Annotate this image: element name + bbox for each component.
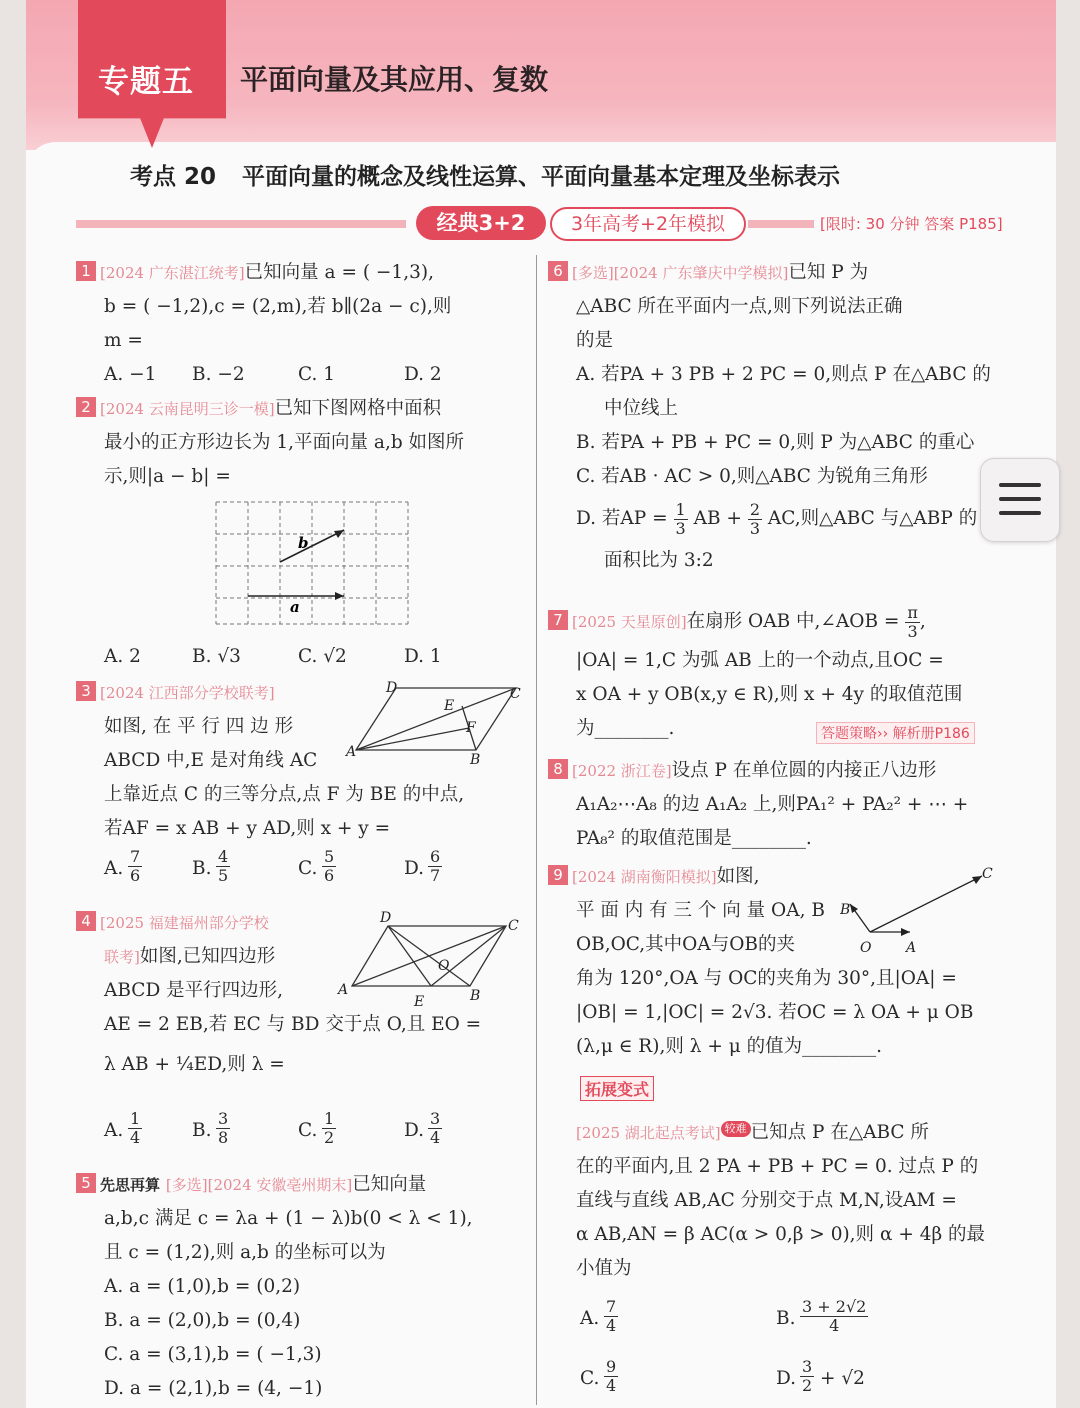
option-c[interactable]: C. 若AB · AC > 0,则△ABC 为锐角三角形 — [576, 466, 928, 487]
question-text: m = — [104, 330, 143, 351]
question-number: 1 — [76, 261, 96, 281]
strip-bar-right — [748, 220, 814, 228]
question-text: 上靠近点 C 的三等分点,点 F 为 BE 的中点, — [104, 784, 465, 805]
question-text: 角为 120°,OA 与 OC的夹角为 30°,且|OA| = — [576, 968, 957, 989]
option-text: AB + — [693, 508, 742, 529]
parallelogram-figure-4 — [332, 908, 528, 1008]
point-title-text: 平面向量的概念及线性运算、平面向量基本定理及坐标表示 — [242, 164, 841, 190]
option-text: D. 若AP = — [576, 508, 668, 529]
question-source: [多选][2024 安徽亳州期末] — [165, 1176, 353, 1194]
option-d[interactable]: D. 1 — [404, 646, 442, 667]
question-text: x OA + y OB(x,y ∈ R),则 x + 4y 的取值范围 — [576, 684, 963, 705]
parallelogram-figure-3 — [344, 680, 524, 770]
point-label: O — [438, 958, 450, 974]
point-label: C — [510, 686, 521, 702]
point-label: A — [906, 940, 917, 956]
point-label: B — [470, 752, 481, 768]
point-label: B — [840, 902, 851, 918]
fraction-denominator: 8 — [218, 1128, 229, 1147]
question-text: PA₈² 的取值范围是________. — [576, 828, 812, 849]
question-number: 8 — [548, 759, 568, 779]
point-label: A — [338, 982, 349, 998]
point-title — [130, 158, 840, 191]
fraction-numerator: 1 — [324, 1109, 335, 1128]
fraction-denominator: 4 — [606, 1316, 617, 1335]
fraction-denominator: 2 — [324, 1128, 335, 1147]
option-letter[interactable]: A. — [104, 858, 124, 879]
point-label: C — [982, 866, 993, 882]
question-text: 已知点 P 在△ABC 所 — [750, 1122, 929, 1143]
fraction-numerator: 1 — [675, 499, 686, 519]
fraction-denominator: 4 — [829, 1316, 840, 1335]
question-text: 已知向量 a = ( −1,3), — [244, 262, 434, 283]
option-text: + √2 — [820, 1368, 865, 1389]
textbook-page — [26, 0, 1056, 1408]
fraction-numerator: 9 — [606, 1357, 617, 1376]
classic-pill: 经典3+2 — [416, 206, 546, 240]
question-7: 7 [2025 天星原创]在扇形 OAB 中,∠AOB = $\frac{\pi}{3}$ , |OA| = 1,C 为弧 AB 上的一个动点,且OC = x OA + y OB(x,y ∈ R),则 x + 4y 的取值范围 为________. — [548, 600, 996, 746]
section-strip — [76, 212, 1006, 236]
option-letter[interactable]: A. — [104, 1120, 124, 1141]
question-source: [2025 天星原创] — [572, 613, 687, 631]
option-b[interactable]: B. a = (2,0),b = (0,4) — [104, 1310, 301, 1331]
question-text: 若AF = x AB + y AD,则 x + y = — [104, 818, 391, 839]
option-letter[interactable]: D. — [776, 1368, 797, 1389]
menu-icon — [999, 511, 1041, 515]
question-text: 直线与直线 AB,AC 分别交于点 M,N,设AM = — [576, 1190, 957, 1211]
extension-options — [580, 1296, 1000, 1406]
menu-icon — [999, 497, 1041, 501]
extension-tag: 拓展变式 — [580, 1076, 654, 1101]
fraction-denominator: 3 — [749, 518, 761, 538]
chapter-title: 平面向量及其应用、复数 — [240, 63, 549, 96]
fraction-denominator: 4 — [606, 1376, 617, 1395]
question-source: [2024 广东湛江统考] — [100, 264, 245, 282]
option-b[interactable]: B. 若PA + PB + PC = 0,则 P 为△ABC 的重心 — [576, 432, 975, 453]
question-text: ABCD 是平行四边形, — [104, 980, 284, 1001]
question-source: 联考] — [104, 948, 140, 966]
point-label: B — [470, 988, 481, 1004]
option-letter[interactable]: A. — [580, 1308, 600, 1329]
question-text: 为________. — [576, 718, 675, 739]
question-3-options — [104, 848, 524, 892]
question-text: A₁A₂⋯A₈ 的边 A₁A₂ 上,则PA₁² + PA₂² + ⋯ + — [576, 794, 969, 815]
question-text: AE = 2 EB,若 EC 与 BD 交于点 O,且 EO = — [104, 1014, 482, 1035]
question-text: b = ( −1,2),c = (2,m),若 b∥(2a − c),则 — [104, 296, 452, 317]
question-text: 已知向量 — [352, 1174, 427, 1195]
question-text: 最小的正方形边长为 1,平面向量 a,b 如图所 — [104, 432, 465, 453]
topic-tag-label: 专题五 — [98, 64, 194, 100]
fraction-denominator: 6 — [130, 866, 141, 885]
grid-figure — [214, 500, 414, 630]
point-label: C — [508, 918, 519, 934]
fraction-denominator: 3 — [675, 518, 686, 538]
question-text: (λ,μ ∈ R),则 λ + μ 的值为________. — [576, 1036, 882, 1057]
option-letter[interactable]: D. — [404, 858, 425, 879]
fraction-numerator: 5 — [324, 847, 335, 866]
question-number: 7 — [548, 610, 568, 630]
fraction-numerator: 7 — [606, 1297, 617, 1316]
time-limit: [限时: 30 分钟 答案 P185] — [820, 215, 1003, 233]
answer-strategy-hint[interactable]: 答题策略›› 解析册P186 — [816, 722, 975, 744]
question-text: a,b,c 满足 c = λa + (1 − λ)b(0 < λ < 1), — [104, 1208, 473, 1229]
question-text: λ AB + ¼ED,则 λ = — [104, 1054, 285, 1075]
question-text: 在扇形 OAB 中,∠AOB = — [686, 611, 900, 632]
option-c[interactable]: C. a = (3,1),b = ( −1,3) — [104, 1344, 322, 1365]
fraction-denominator: 5 — [218, 866, 229, 885]
fraction-numerator: 3 — [218, 1109, 229, 1128]
question-number: 3 — [76, 681, 96, 701]
fraction-numerator: 7 — [130, 847, 141, 866]
question-text: 小值为 — [576, 1258, 632, 1279]
question-1 — [76, 256, 526, 392]
option-d[interactable]: D. 2 — [404, 364, 442, 385]
question-8 — [548, 754, 996, 856]
vector-figure-9 — [840, 860, 1000, 960]
option-b[interactable]: B. −2 — [192, 364, 245, 385]
question-text: α AB,AN = β AC(α > 0,β > 0),则 α + 4β 的最 — [576, 1224, 986, 1245]
question-source: [多选][2024 广东肇庆中学模拟] — [572, 264, 789, 282]
option-c[interactable]: C. √2 — [298, 646, 347, 667]
question-number: 2 — [76, 397, 96, 417]
question-6 — [548, 256, 996, 578]
option-letter[interactable]: C. — [298, 1120, 318, 1141]
option-letter[interactable]: C. — [580, 1368, 600, 1389]
fraction-numerator: 3 — [430, 1109, 441, 1128]
question-source: [2025 福建福州部分学校 — [100, 914, 269, 932]
question-number: 5 — [76, 1173, 96, 1193]
option-letter[interactable]: D. — [404, 1120, 425, 1141]
option-a[interactable]: A. 若PA + 3 PB + 2 PC = 0,则点 P 在△ABC 的 — [576, 364, 991, 385]
question-source: [2024 江西部分学校联考] — [100, 684, 275, 702]
option-letter[interactable]: B. — [192, 1120, 212, 1141]
fraction-denominator: 2 — [802, 1376, 813, 1395]
point-label: E — [444, 698, 455, 714]
fraction-numerator: 6 — [430, 847, 441, 866]
fraction-denominator: 3 — [907, 621, 918, 641]
question-text: 且 c = (1,2),则 a,b 的坐标可以为 — [104, 1242, 386, 1263]
question-4-options — [104, 1110, 524, 1154]
menu-button[interactable] — [980, 458, 1060, 542]
option-d[interactable] — [548, 494, 996, 544]
question-text: ABCD 中,E 是对角线 AC — [104, 750, 318, 771]
question-text: 的是 — [576, 330, 614, 351]
fraction-denominator: 6 — [324, 866, 335, 885]
question-source: [2024 湖南衡阳模拟] — [572, 868, 717, 886]
fraction-denominator: 7 — [430, 866, 441, 885]
question-text: △ABC 所在平面内一点,则下列说法正确 — [576, 296, 903, 317]
option-d-cont: 面积比为 3:2 — [604, 550, 714, 571]
point-label: A — [346, 744, 357, 760]
question-text: |OA| = 1,C 为弧 AB 上的一个动点,且OC = — [576, 650, 944, 671]
strip-bar-left — [76, 220, 406, 228]
question-text: 已知下图网格中面积 — [274, 398, 442, 419]
fraction-numerator: 3 — [802, 1357, 813, 1376]
extension-question — [576, 1116, 996, 1286]
question-2-options — [104, 640, 524, 674]
think-first-label: 先思再算 — [100, 1176, 161, 1194]
question-text: OB,OC,其中OA与OB的夹 — [576, 934, 795, 955]
point-label: E — [414, 994, 425, 1008]
question-number: 6 — [548, 261, 568, 281]
fraction-numerator: π — [907, 602, 918, 622]
option-a[interactable]: A. −1 — [104, 364, 157, 385]
question-5 — [76, 1168, 536, 1406]
question-number: 9 — [548, 865, 568, 885]
options-row — [104, 358, 526, 392]
question-text: 如图,已知四边形 — [139, 946, 276, 967]
option-b[interactable]: B. √3 — [192, 646, 241, 667]
option-text: AC,则△ABC 与△ABP 的 — [767, 508, 978, 529]
option-d[interactable]: D. a = (2,1),b = (4, −1) — [104, 1378, 323, 1399]
question-text: 在的平面内,且 2 PA + PB + PC = 0. 过点 P 的 — [576, 1156, 979, 1177]
fraction-numerator: 1 — [130, 1109, 141, 1128]
exam-pill: 3年高考+2年模拟 — [550, 207, 746, 241]
question-text: 如图, — [716, 866, 760, 887]
question-source: [2025 湖北起点考试] — [576, 1124, 721, 1142]
fraction-numerator: 4 — [218, 847, 229, 866]
difficulty-badge: 较难 — [721, 1121, 751, 1137]
question-source: [2022 浙江卷] — [572, 762, 672, 780]
point-label: D — [386, 680, 398, 696]
option-letter[interactable]: C. — [298, 858, 318, 879]
fraction-denominator: 4 — [130, 1128, 141, 1147]
label-b: b — [298, 534, 309, 552]
question-text: 平 面 内 有 三 个 向 量 OA, B — [576, 900, 825, 921]
fraction-numerator: 2 — [749, 499, 761, 519]
option-letter[interactable]: B. — [192, 858, 212, 879]
question-text: |OB| = 1,|OC| = 2√3. 若OC = λ OA + μ OB — [576, 1002, 974, 1023]
question-text: 已知 P 为 — [788, 262, 869, 283]
question-2 — [76, 392, 526, 494]
point-label: O — [860, 940, 872, 956]
label-a: a — [290, 598, 300, 616]
point-number: 考点 20 — [130, 164, 217, 190]
point-label: F — [466, 720, 476, 736]
fraction-numerator: 3 + 2√2 — [802, 1297, 867, 1316]
option-a[interactable]: A. a = (1,0),b = (0,2) — [104, 1276, 301, 1297]
option-a-cont: 中位线上 — [604, 398, 679, 419]
point-label: D — [380, 910, 392, 926]
question-text: 示,则|a − b| = — [104, 466, 231, 487]
option-c[interactable]: C. 1 — [298, 364, 336, 385]
question-number: 4 — [76, 911, 96, 931]
menu-icon — [999, 483, 1041, 487]
question-text: 设点 P 在单位圆的内接正八边形 — [671, 760, 937, 781]
vector-b — [280, 530, 344, 562]
option-a[interactable]: A. 2 — [104, 646, 141, 667]
column-divider — [536, 255, 537, 1405]
fraction-denominator: 4 — [430, 1128, 441, 1147]
option-letter[interactable]: B. — [776, 1308, 796, 1329]
question-text: 如图, 在 平 行 四 边 形 — [104, 716, 294, 737]
question-source: [2024 云南昆明三诊一模] — [100, 400, 275, 418]
